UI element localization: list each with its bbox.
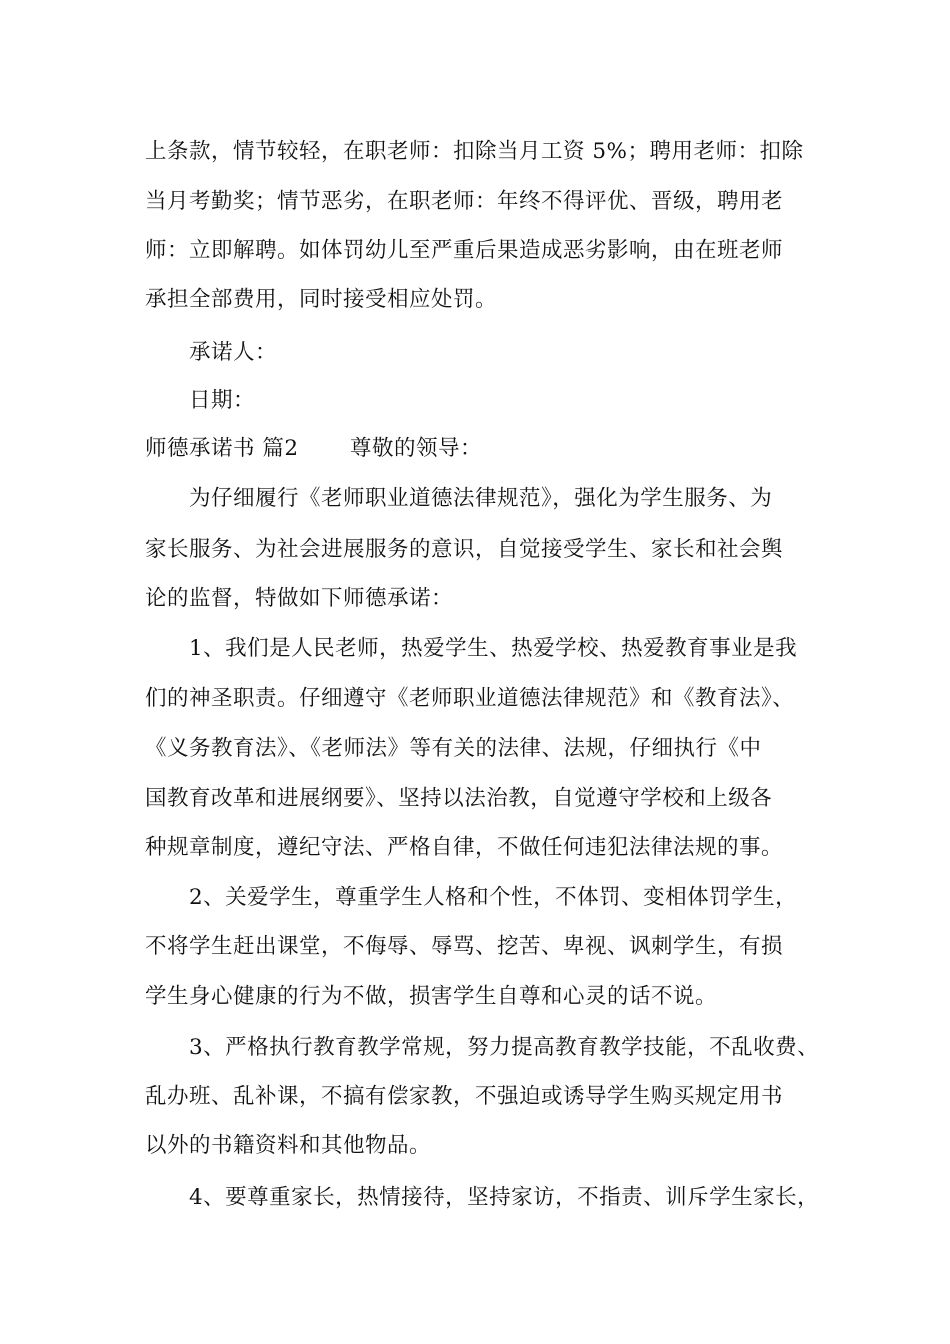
- paragraph-line: 4、要尊重家长，热情接待，坚持家访，不指责、训斥学生家长，: [189, 1185, 820, 1210]
- paragraph-line: 种规章制度，遵纪守法、严格自律，不做任何违犯法律法规的事。: [145, 835, 784, 860]
- paragraph-line: 们的神圣职责。仔细遵守《老师职业道德法律规范》和《教育法》、: [145, 686, 795, 711]
- paragraph-line: 为仔细履行《老师职业道德法律规范》，强化为学生服务、为: [189, 486, 773, 511]
- paragraph-line: 承担全部费用，同时接受相应处罚。: [145, 287, 498, 312]
- salutation: 尊敬的领导：: [350, 436, 483, 461]
- paragraph-line: 上条款，情节较轻，在职老师：扣除当月工资 5%；聘用老师：扣除: [145, 139, 804, 164]
- paragraph-line: 师：立即解聘。如体罚幼儿至严重后果造成恶劣影响，由在班老师: [145, 238, 784, 263]
- paragraph-line: 以外的书籍资料和其他物品。: [145, 1133, 432, 1158]
- paragraph-line: 当月考勤奖；情节恶劣，在职老师：年终不得评优、晋级，聘用老: [145, 189, 784, 214]
- paragraph-line: 2、关爱学生，尊重学生人格和个性，不体罚、变相体罚学生，: [189, 885, 798, 910]
- section-title: 师德承诺书 篇2: [145, 436, 299, 461]
- date-label: 日期：: [189, 388, 256, 413]
- paragraph-line: 3、严格执行教育教学常规，努力提高教育教学技能，不乱收费、: [189, 1035, 820, 1060]
- paragraph-line: 乱办班、乱补课，不搞有偿家教，不强迫或诱导学生购买规定用书: [145, 1084, 784, 1109]
- paragraph-line: 家长服务、为社会进展服务的意识，自觉接受学生、家长和社会舆: [145, 537, 784, 562]
- paragraph-line: 论的监督，特做如下师德承诺：: [145, 586, 454, 611]
- paragraph-line: 学生身心健康的行为不做，损害学生自尊和心灵的话不说。: [145, 984, 718, 1009]
- promiser-label: 承诺人：: [189, 340, 278, 365]
- paragraph-line: 不将学生赶出课堂，不侮辱、辱骂、挖苦、卑视、讽刺学生，有损: [145, 934, 784, 959]
- paragraph-line: 1、我们是人民老师，热爱学生、热爱学校、热爱教育事业是我: [189, 636, 798, 661]
- paragraph-line: 国教育改革和进展纲要》、坚持以法治教，自觉遵守学校和上级各: [145, 786, 773, 811]
- paragraph-line: 《义务教育法》、《老师法》等有关的法律、法规，仔细执行《中: [145, 736, 762, 761]
